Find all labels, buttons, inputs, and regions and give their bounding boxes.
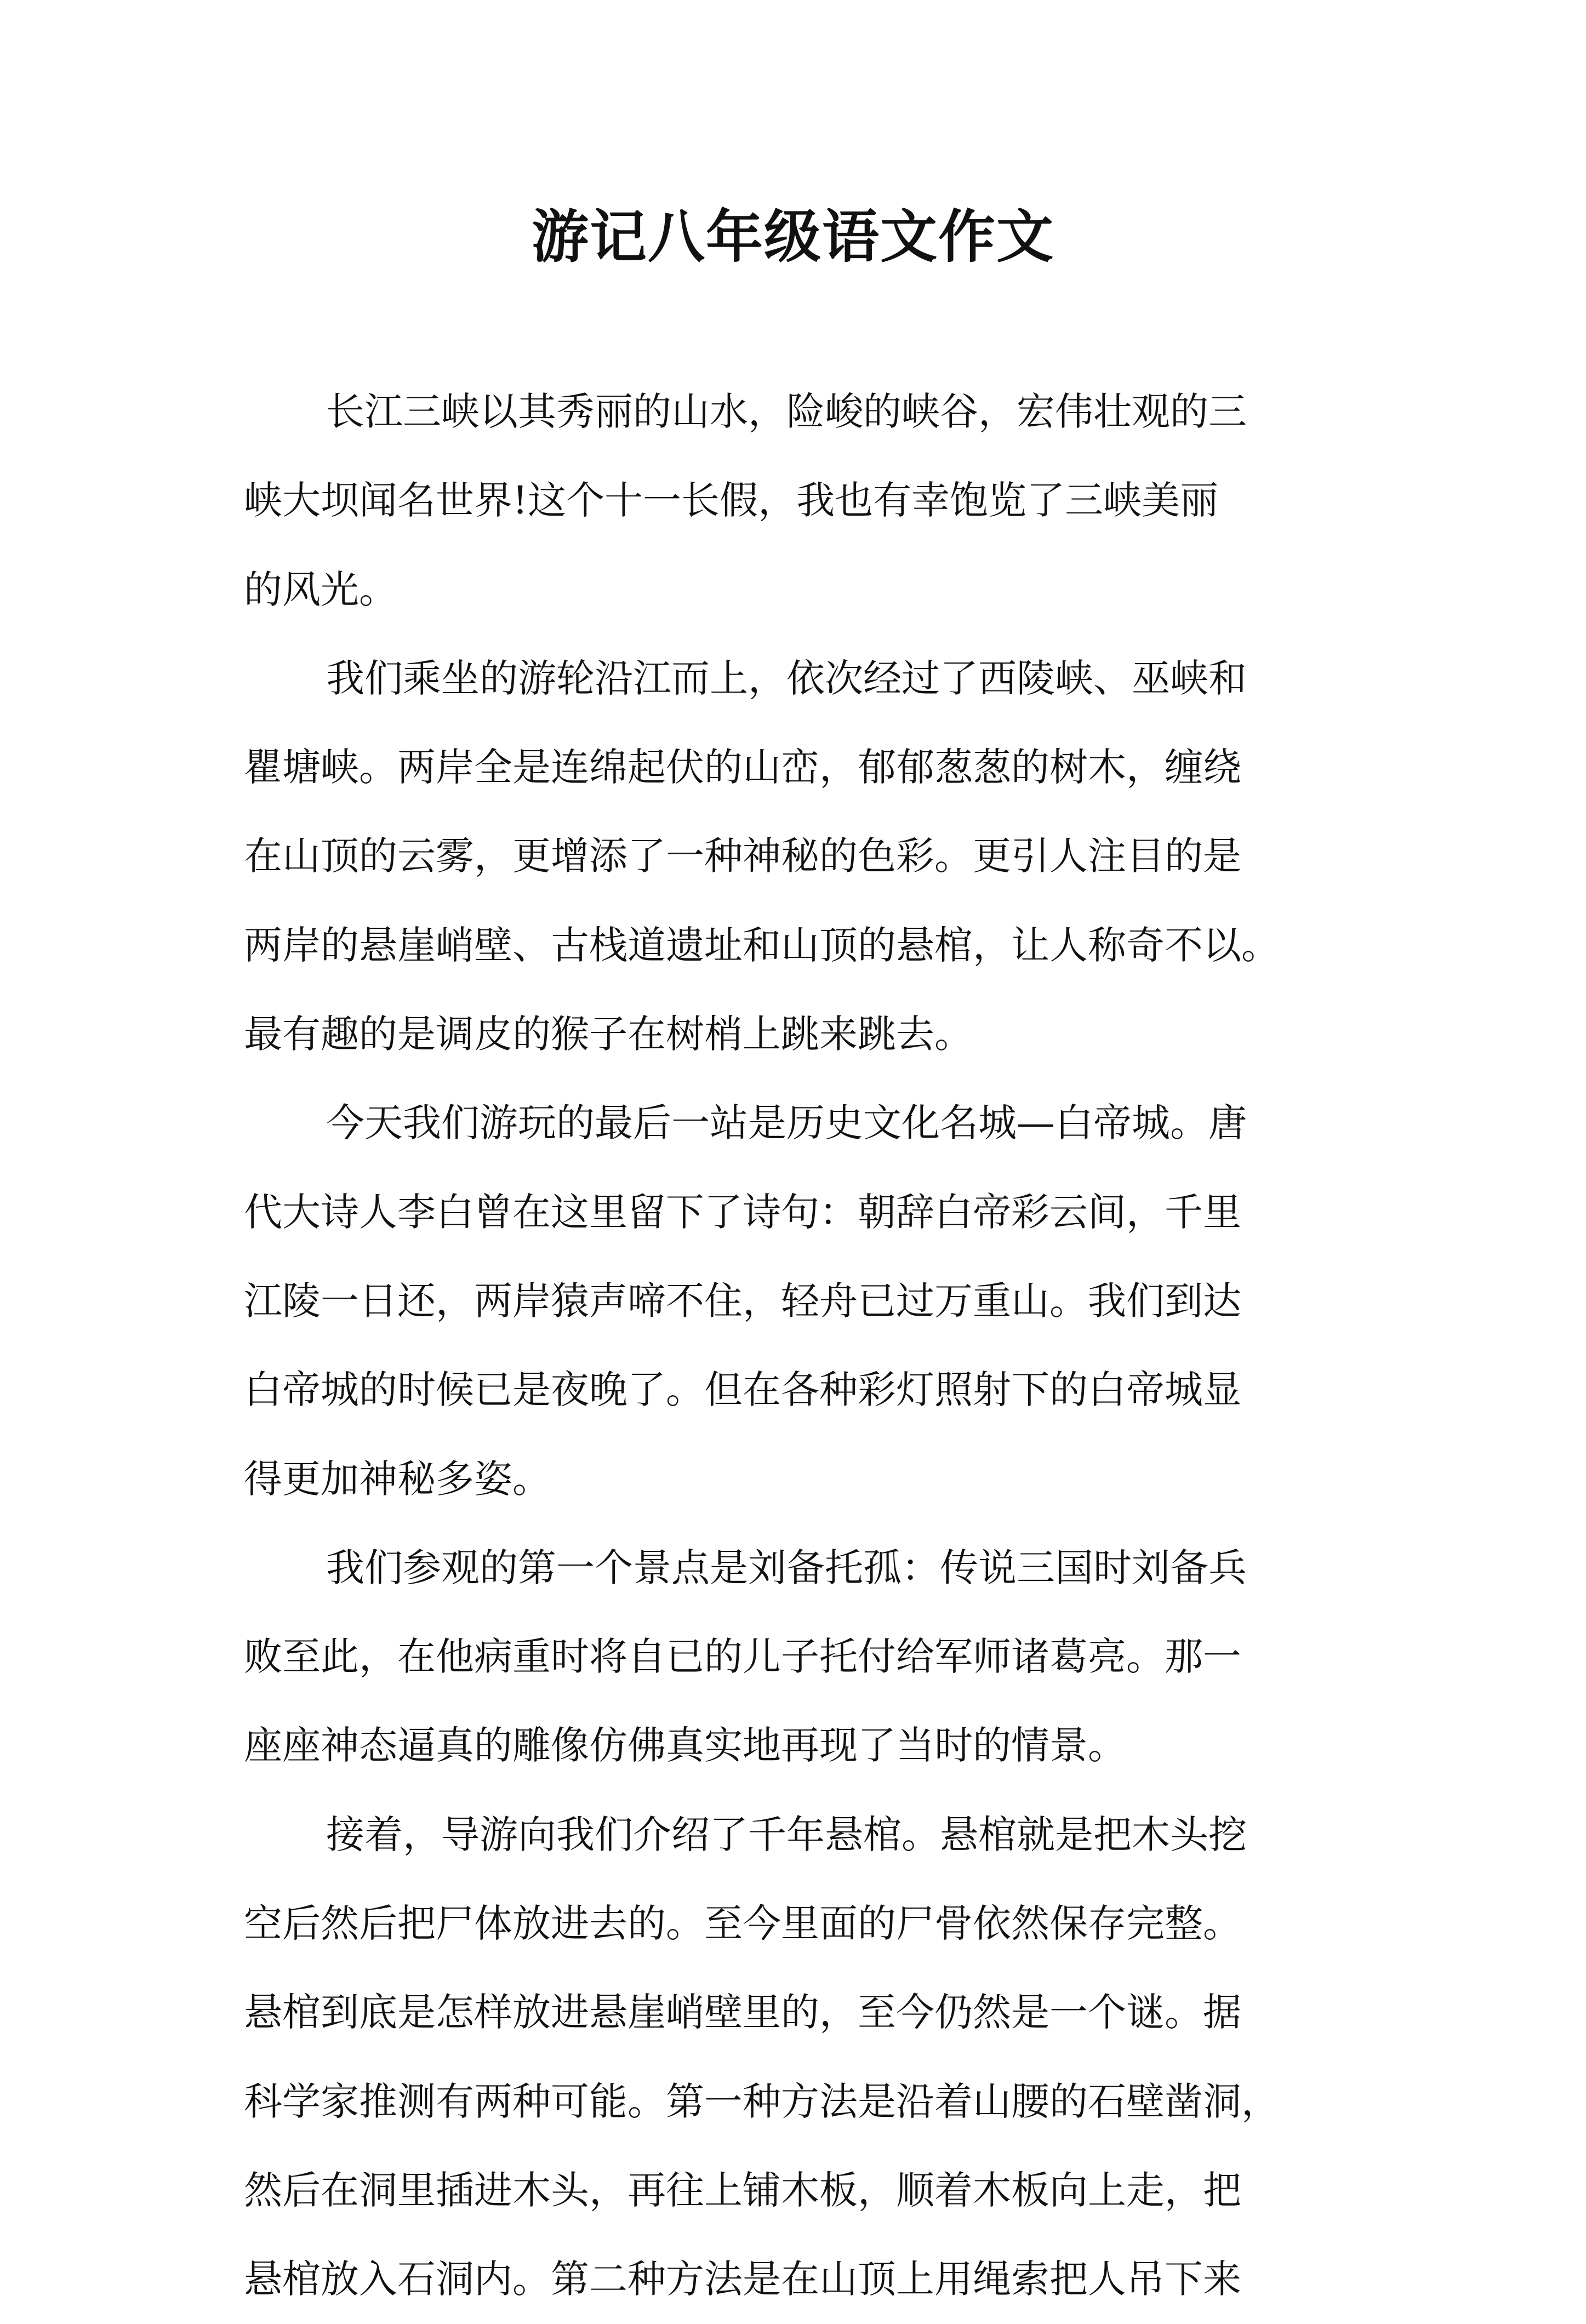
text-line: 得更加神秘多姿。 [244,1456,551,1501]
text-line: 空后然后把尸体放进去的。至今里面的尸骨依然保存完整。 [244,1901,1241,1946]
text-line: 然后在洞里插进木头，再往上铺木板，顺着木板向上走，把 [244,2167,1241,2213]
document-title: 游记八年级语文作文 [531,203,1054,270]
text-line: 最有趣的是调皮的猴子在树梢上跳来跳去。 [244,1012,973,1057]
text-line: 悬棺放入石洞内。第二种方法是在山顶上用绳索把人吊下来 [244,2257,1241,2302]
text-line: 悬棺到底是怎样放进悬崖峭壁里的，至今仍然是一个谜。据 [244,1990,1241,2035]
text-line: 的风光。 [244,567,397,612]
essay-body [244,367,1406,2324]
text-line: 瞿塘峡。两岸全是连绵起伏的山峦，郁郁葱葱的树木，缠绕 [244,745,1241,790]
text-line: 峡大坝闻名世界!这个十一长假，我也有幸饱览了三峡美丽 [244,478,1219,523]
text-line: 代大诗人李白曾在这里留下了诗句：朝辞白帝彩云间，千里 [244,1189,1241,1235]
text-line: 今天我们游玩的最后一站是历史文化名城—白帝城。唐 [326,1100,1247,1146]
text-line: 败至此，在他病重时将自已的儿子托付给军师诸葛亮。那一 [244,1634,1241,1680]
text-line: 我们参观的第一个景点是刘备托孤：传说三国时刘备兵 [326,1545,1247,1590]
text-line: 我们乘坐的游轮沿江而上，依次经过了西陵峡、巫峡和 [326,655,1247,701]
text-line: 长江三峡以其秀丽的山水，险峻的峡谷，宏伟壮观的三 [326,389,1247,434]
text-line: 接着，导游向我们介绍了千年悬棺。悬棺就是把木头挖 [326,1812,1247,1857]
text-line: 座座神态逼真的雕像仿佛真实地再现了当时的情景。 [244,1723,1126,1768]
text-line: 在山顶的云雾，更增添了一种神秘的色彩。更引人注目的是 [244,833,1241,879]
text-line: 江陵一日还，两岸猿声啼不住，轻舟已过万重山。我们到达 [244,1278,1241,1323]
text-line: 两岸的悬崖峭壁、古栈道遗址和山顶的悬棺，让人称奇不以。 [244,922,1280,968]
text-line: 科学家推测有两种可能。第一种方法是沿着山腰的石壁凿洞， [244,2079,1280,2124]
text-line: 白帝城的时候已是夜晚了。但在各种彩灯照射下的白帝城显 [244,1367,1241,1413]
